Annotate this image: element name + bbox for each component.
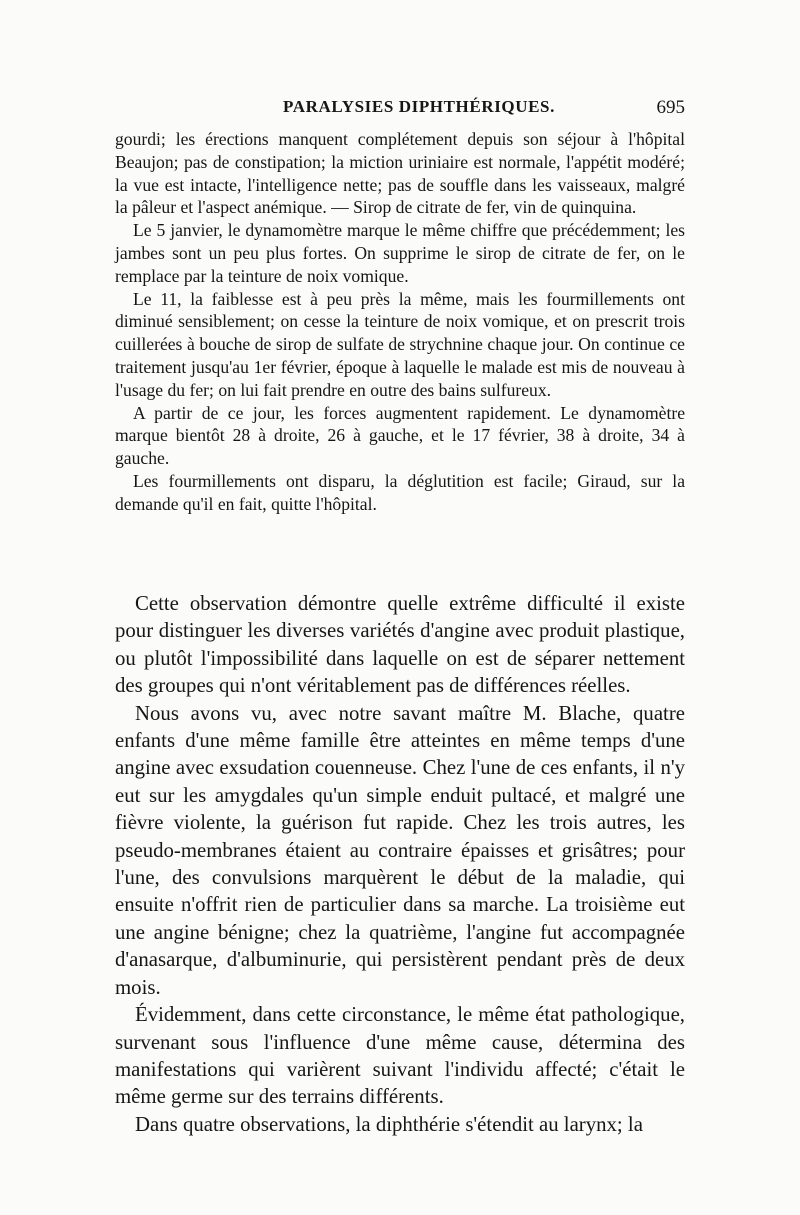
commentary-section: [115, 590, 685, 1138]
commentary-paragraph: Évidemment, dans cette circonstance, le même état pathologique, survenant sous l'influence d'une même cause, détermina des manifestations qui varièrent suivant l'individu affecté; c'était le même germe sur des terrains différents.: [115, 1003, 685, 1109]
case-paragraph: Le 5 janvier, le dynamomètre marque le même chiffre que précédemment; les jambes sont un peu plus fortes. On supprime le sirop de citrate de fer, on le remplace par la teinture de noix vomique.: [115, 220, 685, 286]
case-paragraph: gourdi; les érections manquent complétement depuis son séjour à l'hôpital Beaujon; pas de constipation; la miction uriniaire est normale, l'appétit modéré; la vue est intacte, l'intelligence nette; pas de souffle dans les vaisseaux, malgré la pâleur et l'aspect anémique. — Sirop de citrate de fer, vin de quinquina.: [115, 129, 685, 218]
case-paragraph: A partir de ce jour, les forces augmentent rapidement. Le dynamomètre marque bientôt 28 à droite, 26 à gauche, et le 17 février, 38 à droite, 34 à gauche.: [115, 402, 685, 469]
commentary-paragraph: Cette observation démontre quelle extrême difficulté il existe pour distinguer les diverses variétés d'angine avec produit plastique, ou plutôt l'impossibilité dans laquelle on est de séparer nettement des groupes qui n'ont véritablement pas de différences réelles.: [115, 592, 685, 698]
running-title: PARALYSIES DIPHTHÉRIQUES.: [283, 97, 555, 116]
commentary-paragraph: Dans quatre observations, la diphthérie s'étendit au larynx; la: [135, 1112, 643, 1136]
page-number: 695: [656, 97, 685, 118]
case-paragraph: Le 11, la faiblesse est à peu près la même, mais les fourmillements ont diminué sensiblement; on cesse la teinture de noix vomique, et on prescrit trois cuillerées à bouche de sirop de sulfate de strychnine chaque jour. On continue ce traitement jusqu'au 1er février, époque à laquelle le malade est mis de nouveau à l'usage du fer; on lui fait prendre en outre des bains sulfureux.: [115, 288, 685, 400]
commentary-paragraph: Nous avons vu, avec notre savant maître M. Blache, quatre enfants d'une même famille être atteintes en même temps d'une angine avec exsudation couenneuse. Chez l'une de ces enfants, il n'y eut sur les amygdales qu'un simple enduit pultacé, et malgré une fièvre violente, la guérison fut rapide. Chez les trois autres, les pseudo-membranes étaient au contraire épaisses et grisâtres; pour l'une, des convulsions marquèrent le début de la maladie, qui ensuite n'offrit rien de particulier dans sa marche. La troisième eut une angine bénigne; chez la quatrième, l'angine fut accompagnée d'anasarque, d'albuminurie, qui persistèrent pendant près de deux mois.: [115, 701, 685, 999]
page-header: [115, 97, 685, 127]
case-paragraph: Les fourmillements ont disparu, la déglutition est facile; Giraud, sur la demande qu'il en fait, quitte l'hôpital.: [115, 470, 685, 514]
case-notes-section: [115, 128, 685, 516]
